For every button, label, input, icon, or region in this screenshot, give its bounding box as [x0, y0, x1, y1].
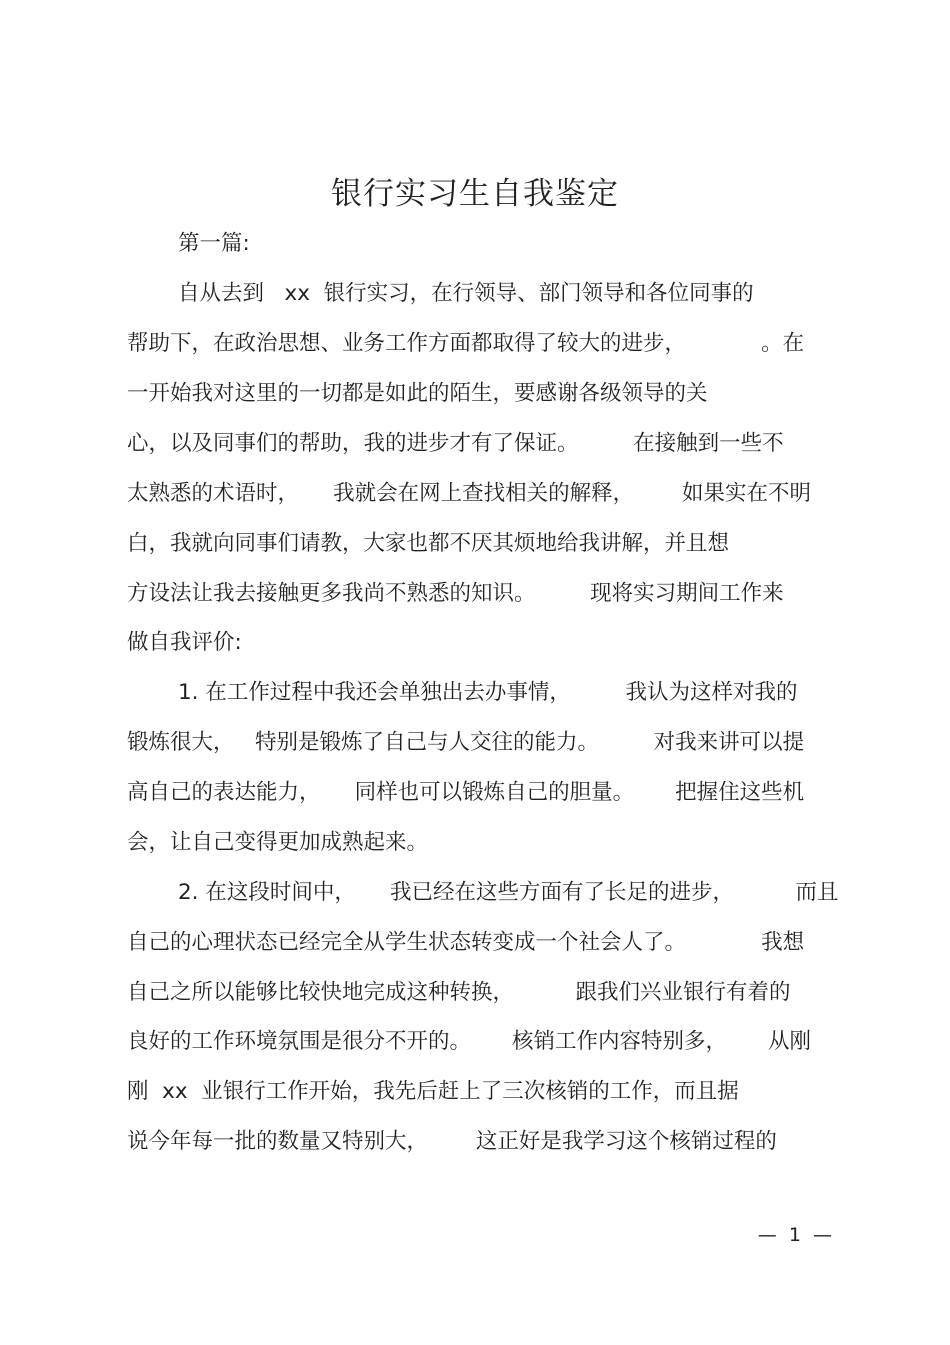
paragraph-line: 会，让自己变得更加成熟起来。: [127, 830, 429, 855]
section-label: 第一篇:: [178, 231, 250, 256]
paragraph-line: 自己之所以能够比较快地完成这种转换， 跟我们兴业银行有着的: [127, 980, 791, 1005]
paragraph-line: 白，我就向同事们请教，大家也都不厌其烦地给我讲解，并且想: [127, 531, 730, 556]
list-item-1-line: 1. 在工作过程中我还会单独出去办事情， 我认为这样对我的: [178, 680, 798, 705]
paragraph-line: 太熟悉的术语时， 我就会在网上查找相关的解释， 如果实在不明: [127, 481, 812, 506]
paragraph-line: 方设法让我去接触更多我尚不熟悉的知识。 现将实习期间工作来: [127, 581, 784, 606]
paragraph-line: 心，以及同事们的帮助，我的进步才有了保证。 在接触到一些不: [127, 431, 784, 456]
list-item-2-line: 2. 在这段时间中， 我已经在这些方面有了长足的进步， 而且: [178, 880, 839, 905]
paragraph-line: 自从去到 xx 银行实习，在行领导、部门领导和各位同事的: [178, 281, 754, 306]
paragraph-line: 一开始我对这里的一切都是如此的陌生，要感谢各级领导的关: [127, 381, 708, 406]
paragraph-line: 说今年每一批的数量又特别大， 这正好是我学习这个核销过程的: [127, 1129, 777, 1154]
paragraph-line: 做自我评价:: [127, 630, 242, 655]
paragraph-line: 良好的工作环境氛围是很分不开的。 核销工作内容特别多， 从刚: [127, 1029, 812, 1054]
paragraph-line: 锻炼很大， 特别是锻炼了自己与人交往的能力。 对我来讲可以提: [127, 730, 805, 755]
paragraph-line: 帮助下，在政治思想、业务工作方面都取得了较大的进步， 。在: [127, 331, 805, 356]
page-number: — 1 —: [757, 1224, 832, 1246]
document-title: 银行实习生自我鉴定: [331, 176, 619, 212]
paragraph-line: 刚 xx 业银行工作开始，我先后赶上了三次核销的工作，而且据: [127, 1079, 739, 1104]
paragraph-line: 自己的心理状态已经完全从学生状态转变成一个社会人了。 我想: [127, 930, 805, 955]
paragraph-line: 高自己的表达能力， 同样也可以锻炼自己的胆量。 把握住这些机: [127, 780, 805, 805]
